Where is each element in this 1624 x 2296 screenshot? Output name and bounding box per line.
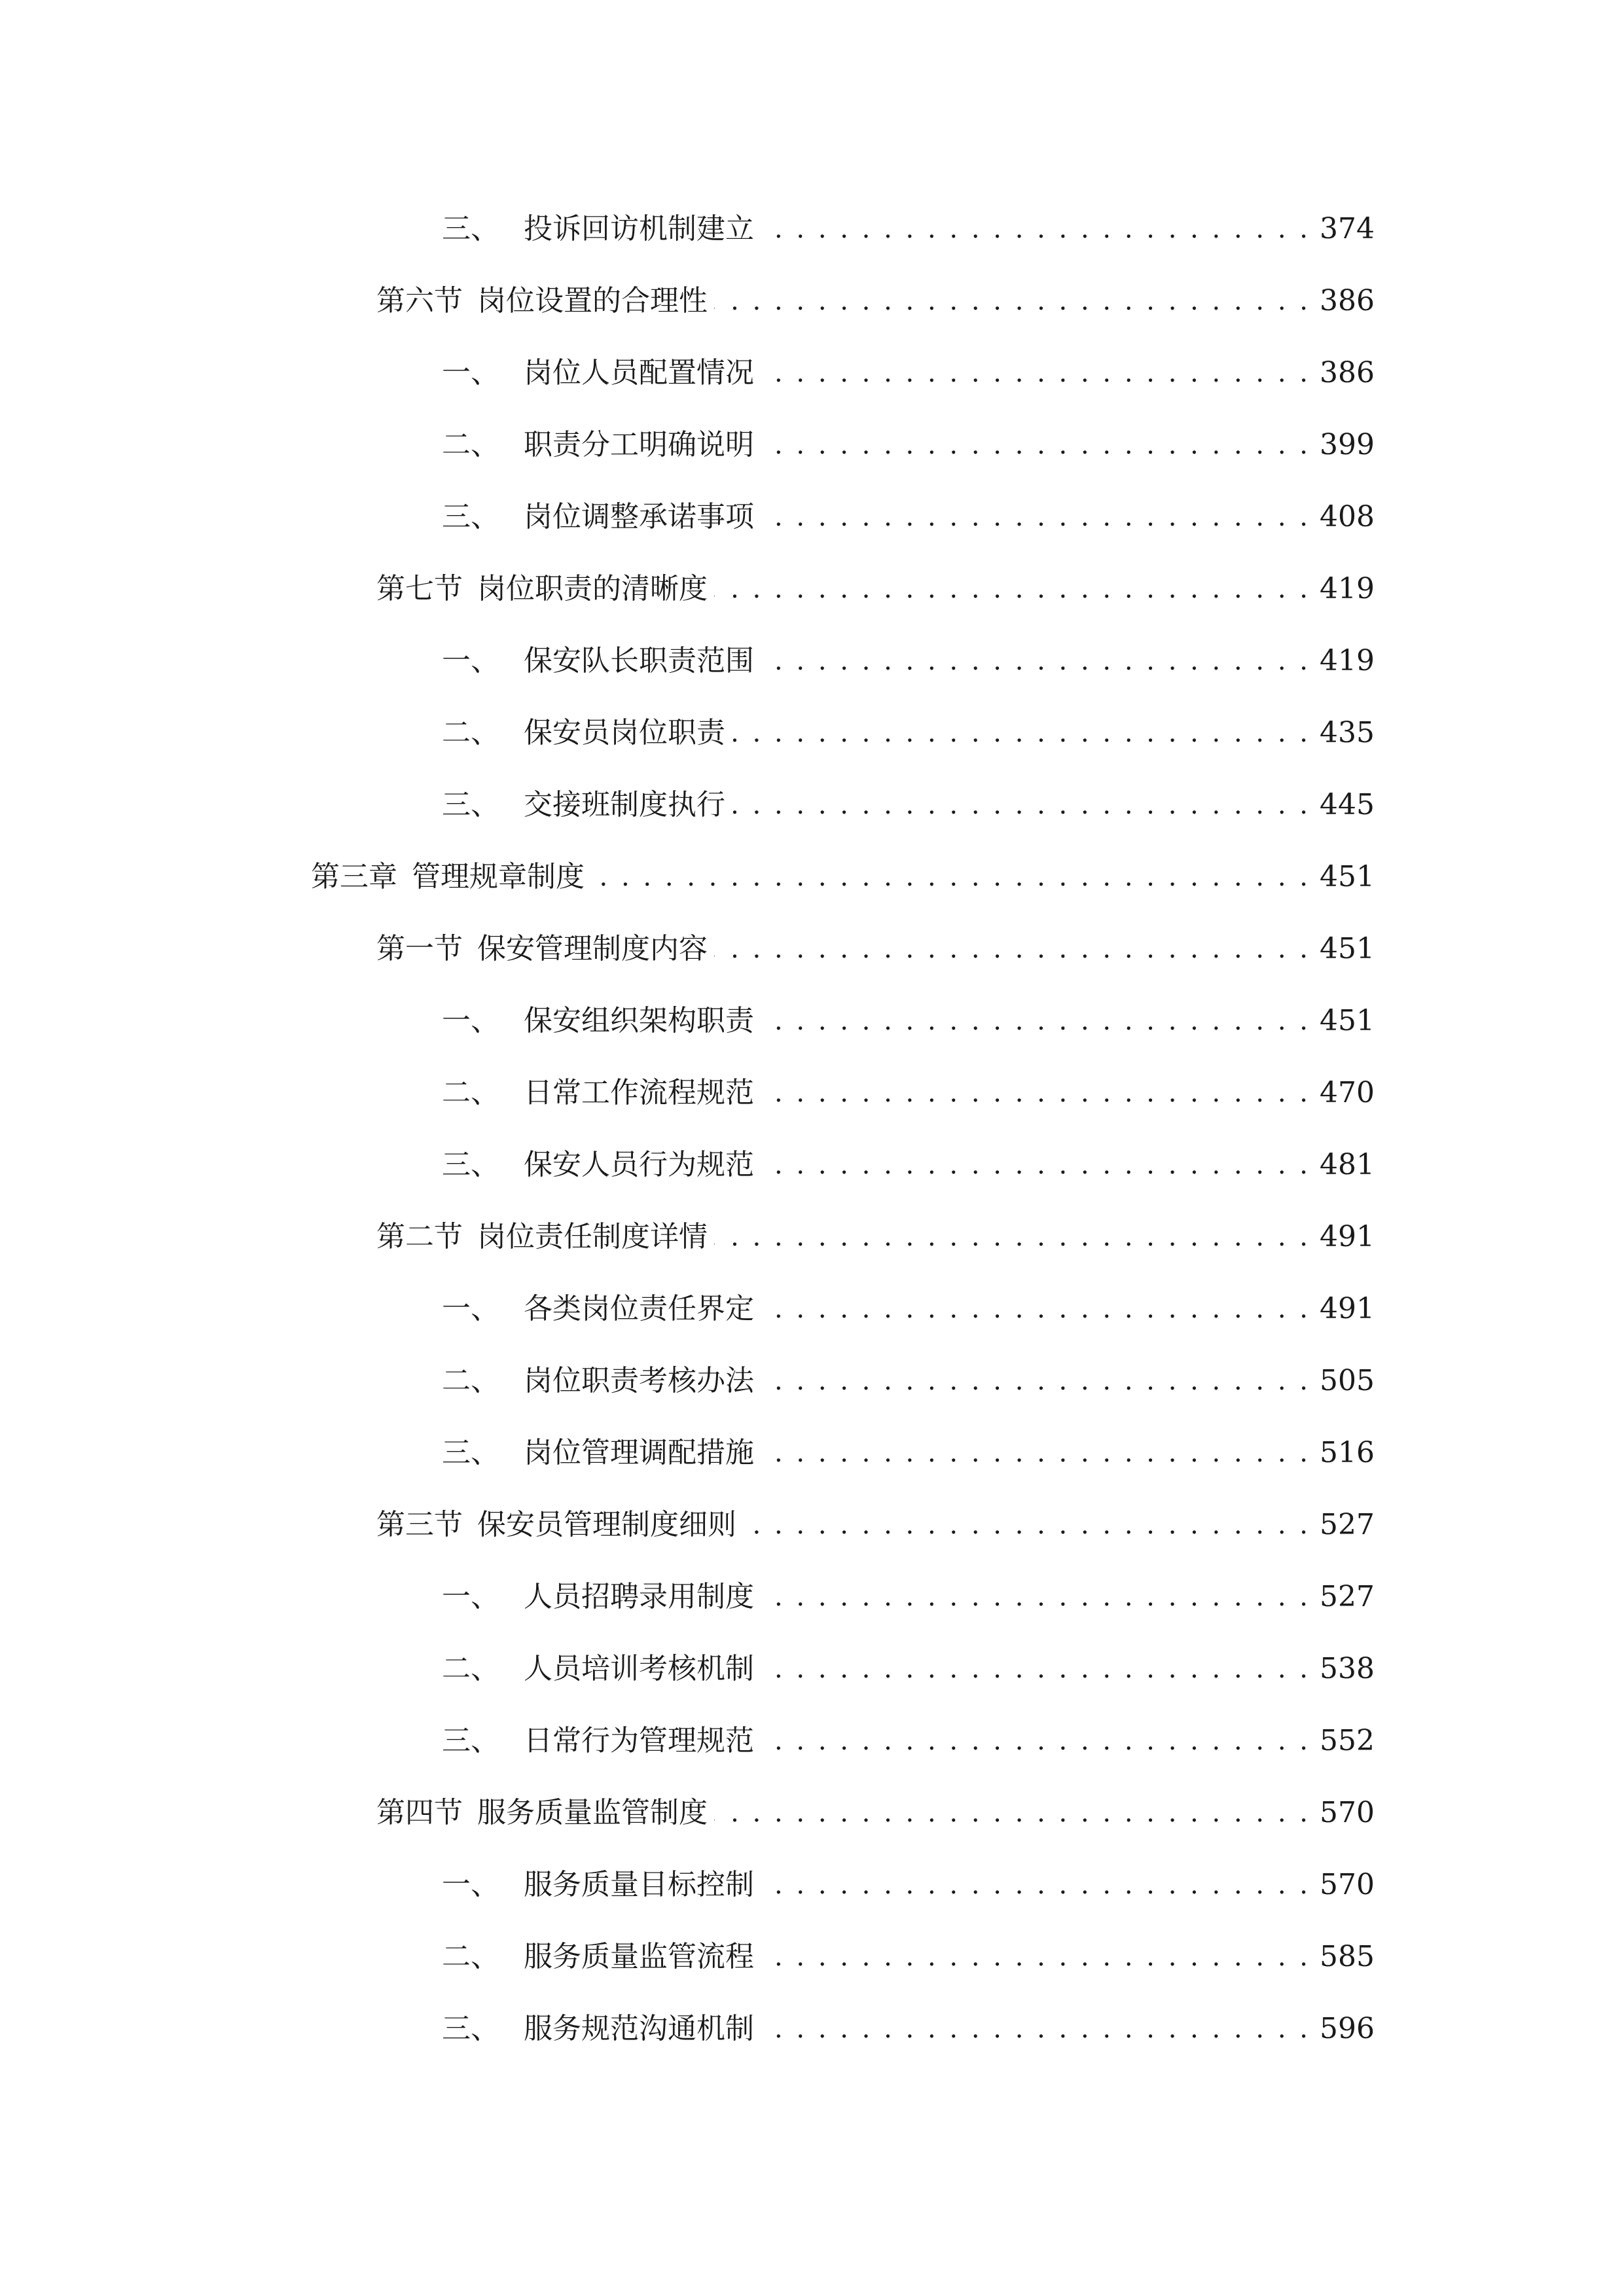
toc-entry-page: 491: [1320, 1292, 1375, 1325]
toc-entry[interactable]: [442, 1643, 1375, 1695]
toc-entry-number: 三、: [442, 2012, 499, 2045]
dot-leader: [761, 347, 1310, 399]
dot-leader: [714, 923, 1310, 975]
toc-entry-title: 岗位职责考核办法: [524, 1364, 754, 1397]
toc-entry-number: 三、: [442, 788, 499, 821]
toc-entry-page: 451: [1320, 860, 1375, 893]
toc-entry[interactable]: [442, 1283, 1375, 1335]
dot-leader: [761, 1931, 1310, 1983]
toc-entry-number: 二、: [442, 1076, 499, 1109]
toc-entry-page: 374: [1320, 212, 1375, 245]
toc-entry[interactable]: [311, 851, 1375, 903]
toc-entry[interactable]: [442, 995, 1375, 1047]
toc-entry-title: 服务质量监管流程: [524, 1940, 754, 1973]
dot-leader: [761, 1067, 1310, 1119]
toc-entry-title: 保安人员行为规范: [524, 1148, 754, 1181]
dot-leader: [591, 851, 1310, 903]
dot-leader: [761, 635, 1310, 687]
toc-entry-title: 岗位责任制度详情: [477, 1220, 708, 1253]
toc-entry-page: 419: [1320, 572, 1375, 605]
toc-entry-page: 445: [1320, 788, 1375, 821]
dot-leader: [761, 1571, 1310, 1623]
toc-entry-number: 三、: [442, 1436, 499, 1469]
toc-entry-number: 第二节: [376, 1220, 463, 1253]
toc-entry-page: 570: [1320, 1868, 1375, 1901]
toc-entry[interactable]: [442, 1427, 1375, 1479]
toc-entry-title: 保安组织架构职责: [524, 1004, 754, 1037]
toc-entry[interactable]: [376, 1211, 1375, 1263]
toc-entry[interactable]: [376, 1787, 1375, 1839]
toc-entry-title: 服务质量目标控制: [524, 1868, 754, 1901]
toc-entry-page: 386: [1320, 284, 1375, 317]
toc-entry-title: 保安管理制度内容: [477, 932, 708, 965]
toc-entry-page: 552: [1320, 1724, 1375, 1757]
toc-entry[interactable]: [442, 1931, 1375, 1983]
toc-entry-page: 481: [1320, 1148, 1375, 1181]
toc-entry-title: 交接班制度执行: [524, 788, 725, 821]
toc-entry-title: 职责分工明确说明: [524, 428, 754, 461]
toc-entry-number: 一、: [442, 1580, 499, 1613]
toc-entry[interactable]: [442, 1571, 1375, 1623]
toc-entry-page: 596: [1320, 2012, 1375, 2045]
toc-entry-number: 第三节: [376, 1508, 463, 1541]
toc-entry-number: 一、: [442, 1868, 499, 1901]
toc-entry-number: 一、: [442, 356, 499, 389]
dot-leader: [732, 779, 1310, 831]
toc-entry-page: 538: [1320, 1652, 1375, 1685]
toc-entry-page: 386: [1320, 356, 1375, 389]
toc-entry-number: 三、: [442, 500, 499, 533]
dot-leader: [743, 1499, 1310, 1551]
toc-entry-number: 一、: [442, 1004, 499, 1037]
toc-entry-title: 人员培训考核机制: [524, 1652, 754, 1685]
toc-entry-number: 二、: [442, 1652, 499, 1685]
toc-entry[interactable]: [376, 1499, 1375, 1551]
dot-leader: [761, 1715, 1310, 1767]
dot-leader: [761, 1283, 1310, 1335]
toc-entry-number: 二、: [442, 1940, 499, 1973]
toc-entry-title: 服务质量监管制度: [477, 1796, 708, 1829]
toc-entry-number: 第三章: [311, 860, 397, 893]
toc-entry-number: 三、: [442, 1724, 499, 1757]
toc-entry-page: 451: [1320, 932, 1375, 965]
toc-entry[interactable]: [442, 707, 1375, 759]
dot-leader: [761, 1643, 1310, 1695]
toc-entry[interactable]: [442, 1139, 1375, 1191]
toc-entry-title: 岗位调整承诺事项: [524, 500, 754, 533]
dot-leader: [761, 995, 1310, 1047]
toc-entry[interactable]: [442, 779, 1375, 831]
toc-entry[interactable]: [376, 563, 1375, 615]
toc-entry[interactable]: [442, 635, 1375, 687]
toc-entry[interactable]: [442, 1067, 1375, 1119]
toc-entry-page: 491: [1320, 1220, 1375, 1253]
dot-leader: [761, 1859, 1310, 1911]
toc-entry-number: 二、: [442, 428, 499, 461]
toc-entry-title: 保安员管理制度细则: [477, 1508, 736, 1541]
dot-leader: [732, 707, 1310, 759]
dot-leader: [761, 2003, 1310, 2055]
toc-entry-page: 527: [1320, 1508, 1375, 1541]
toc-entry-number: 一、: [442, 1292, 499, 1325]
dot-leader: [714, 563, 1310, 615]
toc-entry[interactable]: [442, 1715, 1375, 1767]
toc-entry[interactable]: [376, 923, 1375, 975]
toc-entry-number: 第七节: [376, 572, 463, 605]
toc-entry-title: 人员招聘录用制度: [524, 1580, 754, 1613]
dot-leader: [761, 1427, 1310, 1479]
dot-leader: [761, 491, 1310, 543]
dot-leader: [761, 419, 1310, 471]
dot-leader: [714, 275, 1310, 327]
toc-entry-title: 岗位职责的清晰度: [477, 572, 708, 605]
toc-entry-title: 日常行为管理规范: [524, 1724, 754, 1757]
toc-entry-page: 451: [1320, 1004, 1375, 1037]
toc-entry[interactable]: [376, 275, 1375, 327]
dot-leader: [714, 1787, 1310, 1839]
toc-entry-page: 570: [1320, 1796, 1375, 1829]
toc-entry[interactable]: [442, 1859, 1375, 1911]
dot-leader: [761, 1139, 1310, 1191]
toc-entry-page: 408: [1320, 500, 1375, 533]
toc-entry-title: 岗位管理调配措施: [524, 1436, 754, 1469]
toc-entry-title: 岗位人员配置情况: [524, 356, 754, 389]
toc-entry[interactable]: [442, 1355, 1375, 1407]
toc-entry-page: 419: [1320, 644, 1375, 677]
toc-entry[interactable]: [442, 203, 1375, 255]
toc-entry-number: 三、: [442, 1148, 499, 1181]
toc-entry-number: 三、: [442, 212, 499, 245]
toc-entry-page: 399: [1320, 428, 1375, 461]
toc-entry-title: 保安员岗位职责: [524, 716, 725, 749]
toc-entry-title: 管理规章制度: [412, 860, 585, 893]
toc-entry-page: 435: [1320, 716, 1375, 749]
toc-entry-title: 各类岗位责任界定: [524, 1292, 754, 1325]
toc-entry-title: 服务规范沟通机制: [524, 2012, 754, 2045]
toc-entry-page: 516: [1320, 1436, 1375, 1469]
toc-entry-number: 二、: [442, 1364, 499, 1397]
toc-entry-title: 日常工作流程规范: [524, 1076, 754, 1109]
toc-entry-number: 第四节: [376, 1796, 463, 1829]
toc-entry-page: 585: [1320, 1940, 1375, 1973]
toc-entry[interactable]: [442, 347, 1375, 399]
toc-entry-page: 470: [1320, 1076, 1375, 1109]
toc-entry[interactable]: [442, 419, 1375, 471]
toc-entry-page: 505: [1320, 1364, 1375, 1397]
dot-leader: [761, 1355, 1310, 1407]
toc-entry-number: 第一节: [376, 932, 463, 965]
toc-entry-title: 岗位设置的合理性: [477, 284, 708, 317]
toc-entry-title: 投诉回访机制建立: [524, 212, 754, 245]
dot-leader: [761, 203, 1310, 255]
toc-entry[interactable]: [442, 2003, 1375, 2055]
toc-entry-number: 第六节: [376, 284, 463, 317]
toc-entry-number: 二、: [442, 716, 499, 749]
toc-entry-page: 527: [1320, 1580, 1375, 1613]
toc-entry-title: 保安队长职责范围: [524, 644, 754, 677]
toc-entry[interactable]: [442, 491, 1375, 543]
toc-entry-number: 一、: [442, 644, 499, 677]
dot-leader: [714, 1211, 1310, 1263]
